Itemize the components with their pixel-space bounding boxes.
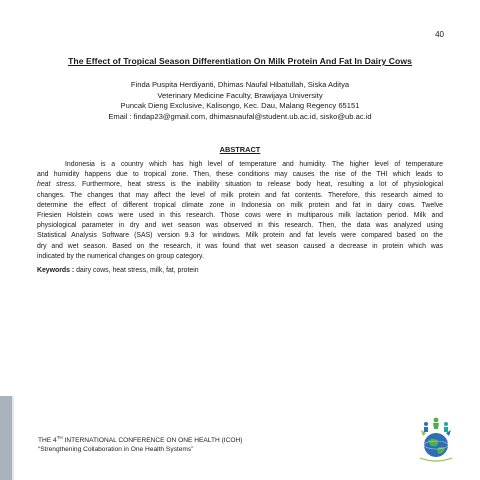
author-block (40, 80, 440, 122)
abstract-line: and humidity happens due to tropical zone. Then, these conditions may causes the rise of the THI which leads to (37, 171, 443, 179)
abstract-line: determine the effect of different tropical climate zone in Indonesia on milk protein and fat in dairy cows. Twelve (37, 201, 443, 209)
abstract-line: indicated by the numerical changes on group category. (37, 252, 204, 260)
abstract-line: physiological parameter in dry and wet season was observed in this research. Then, the data was analyzed using (37, 222, 443, 230)
abstract-line-rest: . Furthermore, heat stress is the inability situation to release body heat, resulting a lot of physiological (74, 181, 444, 189)
one-health-globe-logo-icon (418, 414, 454, 464)
keywords-label: Keywords : (37, 267, 75, 274)
keywords-list: dairy cows, heat stress, milk, fat, protein (76, 267, 199, 274)
conference-prefix: THE 4 (38, 437, 57, 444)
paper-title: The Effect of Tropical Season Differentiation On Milk Protein And Fat In Dairy Cows (68, 56, 412, 66)
abstract-heading: ABSTRACT (219, 145, 261, 154)
conference-ordinal: TH (56, 434, 63, 440)
author-affiliation: Veterinary Medicine Faculty, Brawijaya University (157, 90, 323, 100)
keywords (37, 267, 199, 274)
abstract-body (37, 160, 443, 262)
author-address: Puncak Dieng Exclusive, Kalisongo, Kec. Dau, Malang Regency 65151 (120, 101, 360, 110)
abstract-emphasis: heat stress (37, 181, 75, 189)
conference-tagline: “Strengthening Collaboration in One Health Systems” (38, 446, 194, 453)
abstract-line: Statistical Analysis Software (SAS) version 9.3 for windows. Milk protein and fat levels were compared based on the (37, 232, 443, 240)
conference-footer (38, 436, 242, 454)
abstract-line: dry and wet season. Based on the research, it was found that wet season caused a decrease in protein which was (37, 242, 443, 250)
abstract-line (37, 180, 443, 190)
abstract-line: Friesien Holstein cows were used in this research. Those cows were in multiparous milk lactation period. Milk and (37, 212, 443, 220)
author-names: Finda Puspita Herdiyanti, Dhimas Naufal Hibatullah, Siska Aditya (130, 80, 350, 89)
author-email: Email : findap23@gmail.com, dhimasnaufal@student.ub.ac.id, sisko@ub.ac.id (108, 111, 372, 121)
abstract-line: Indonesia is a country which has high level of temperature and humidity. The higher level of temperature (65, 161, 443, 168)
left-decorative-stripe-inner (12, 396, 14, 480)
conference-name (38, 436, 242, 445)
abstract-line: changes. The changes that may affect the level of milk protein and fat contents. Therefore, this research aimed to (37, 191, 443, 199)
left-decorative-stripe (0, 396, 12, 480)
page-number: 40 (435, 30, 444, 39)
conference-suffix: INTERNATIONAL CONFERENCE ON ONE HEALTH (ICOH) (62, 437, 243, 444)
